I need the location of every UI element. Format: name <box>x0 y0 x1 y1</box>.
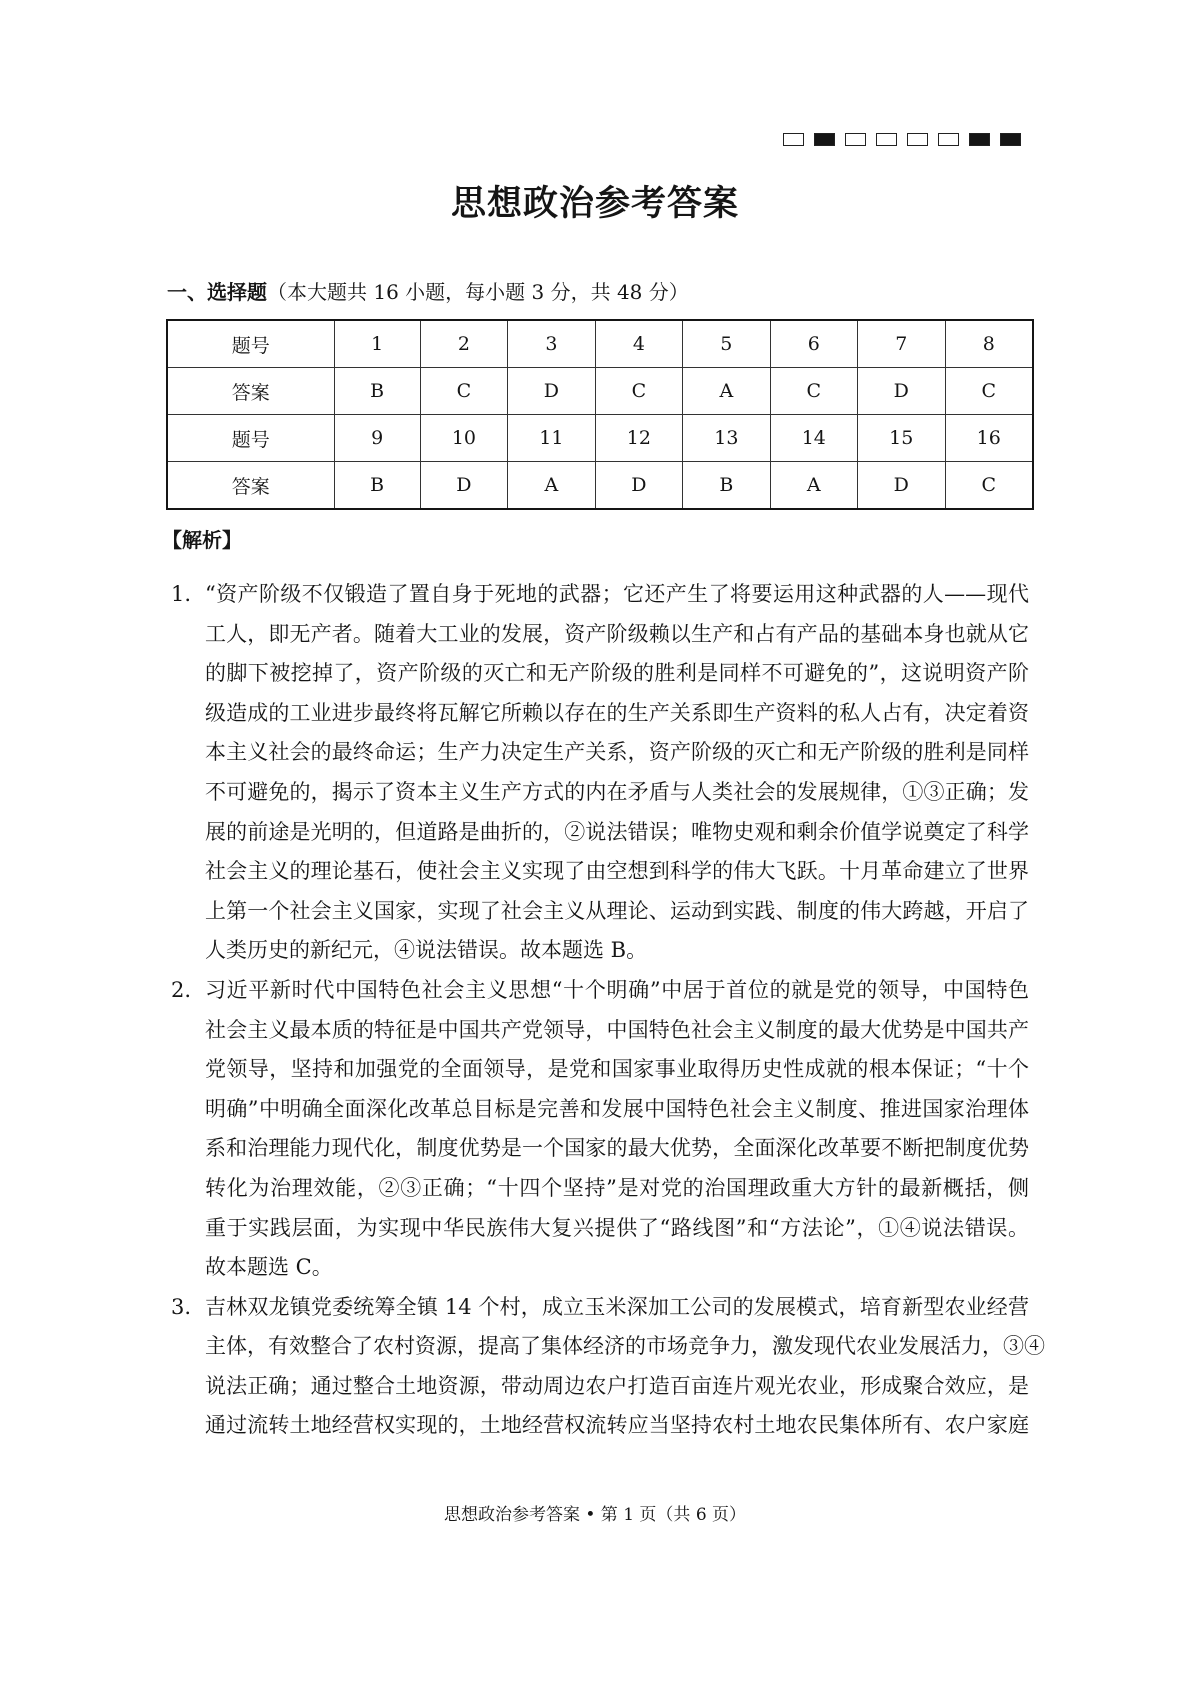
table-cell: 2 <box>420 320 507 368</box>
item-number: 1. <box>171 582 192 606</box>
table-cell: 11 <box>508 415 595 462</box>
page-footer: 思想政治参考答案 • 第 1 页（共 6 页） <box>443 1505 747 1525</box>
analysis-heading: 【解析】 <box>162 528 242 552</box>
item-text-line: 说法正确；通过整合土地资源，带动周边农户打造百亩连片观光农业，形成聚合效应，是 <box>205 1373 1029 1398</box>
table-cell: 3 <box>508 320 595 368</box>
item-text-line: 党领导，坚持和加强党的全面领导，是党和国家事业取得历史性成就的根本保证；“十个 <box>205 1057 1029 1082</box>
filled-marker-box <box>814 133 835 146</box>
item-text-line: 展的前途是光明的，但道路是曲折的，②说法错误；唯物史观和剩余价值学说奠定了科学 <box>205 819 1029 844</box>
table-cell: A <box>683 368 770 415</box>
item-text-line: 社会主义的理论基石，使社会主义实现了由空想到科学的伟大飞跃。十月革命建立了世界 <box>205 859 1029 884</box>
table-cell: 15 <box>858 415 945 462</box>
empty-marker-box <box>845 133 866 146</box>
table-cell: 14 <box>770 415 857 462</box>
analysis-list <box>171 575 1045 1446</box>
table-cell: C <box>945 462 1033 510</box>
item-text-line: 习近平新时代中国特色社会主义思想“十个明确”中居于首位的就是党的领导，中国特色 <box>205 977 1029 1002</box>
table-cell: A <box>770 462 857 510</box>
table-cell: 4 <box>595 320 682 368</box>
table-cell: C <box>595 368 682 415</box>
table-cell: 8 <box>945 320 1033 368</box>
table-cell: C <box>945 368 1033 415</box>
table-cell: D <box>420 462 507 510</box>
row-header-cell: 题号 <box>167 415 334 462</box>
answer-row <box>167 368 1033 415</box>
item-number: 2. <box>171 977 192 1002</box>
item-text-line: 重于实践层面，为实现中华民族伟大复兴提供了“路线图”和“方法论”，①④说法错误。 <box>205 1215 1029 1240</box>
table-cell: D <box>858 462 945 510</box>
section-heading <box>167 276 689 305</box>
section-label: 一、选择题 <box>167 280 267 304</box>
analysis-item <box>171 971 1029 1288</box>
table-cell: 16 <box>945 415 1033 462</box>
table-cell: C <box>770 368 857 415</box>
item-number: 3. <box>171 1294 192 1319</box>
question-number-row <box>167 320 1033 368</box>
table-cell: 12 <box>595 415 682 462</box>
table-cell: 1 <box>334 320 420 368</box>
table-cell: B <box>334 462 420 510</box>
item-text-line: 吉林双龙镇党委统筹全镇 14 个村，成立玉米深加工公司的发展模式，培育新型农业经营 <box>205 1294 1029 1319</box>
analysis-item <box>171 1288 1045 1446</box>
item-text-line: 社会主义最本质的特征是中国共产党领导，中国特色社会主义制度的最大优势是中国共产 <box>205 1017 1029 1042</box>
row-header-cell: 题号 <box>167 320 334 368</box>
item-text-line: 上第一个社会主义国家，实现了社会主义从理论、运动到实践、制度的伟大跨越，开启了 <box>205 898 1029 923</box>
row-header-cell: 答案 <box>167 462 334 510</box>
table-cell: 9 <box>334 415 420 462</box>
section-note: （本大题共 16 小题，每小题 3 分，共 48 分） <box>267 280 689 304</box>
table-cell: 6 <box>770 320 857 368</box>
item-text-line: 系和治理能力现代化，制度优势是一个国家的最大优势，全面深化改革要不断把制度优势 <box>205 1136 1029 1161</box>
item-text-line: 转化为治理效能，②③正确；“十四个坚持”是对党的治国理政重大方针的最新概括，侧 <box>205 1175 1029 1200</box>
empty-marker-box <box>783 133 804 146</box>
question-number-row <box>167 415 1033 462</box>
item-text-line: 故本题选 C。 <box>205 1255 333 1280</box>
table-cell: B <box>334 368 420 415</box>
item-text-line: 不可避免的，揭示了资本主义生产方式的内在矛盾与人类社会的发展规律，①③正确；发 <box>205 779 1029 804</box>
table-cell: 10 <box>420 415 507 462</box>
item-text-line: “资产阶级不仅锻造了置自身于死地的武器；它还产生了将要运用这种武器的人——现代 <box>205 582 1029 606</box>
empty-marker-box <box>876 133 897 146</box>
empty-marker-box <box>907 133 928 146</box>
table-cell: A <box>508 462 595 510</box>
table-cell: D <box>508 368 595 415</box>
header-markers <box>783 133 1021 146</box>
filled-marker-box <box>1000 133 1021 146</box>
table-cell: 5 <box>683 320 770 368</box>
answer-table <box>166 319 1034 510</box>
table-cell: B <box>683 462 770 510</box>
analysis-item <box>171 575 1029 971</box>
table-cell: 7 <box>858 320 945 368</box>
item-text-line: 级造成的工业进步最终将瓦解它所赖以存在的生产关系即生产资料的私人占有，决定着资 <box>205 700 1029 725</box>
table-cell: D <box>858 368 945 415</box>
page-title: 思想政治参考答案 <box>450 183 739 224</box>
item-text-line: 本主义社会的最终命运；生产力决定生产关系，资产阶级的灭亡和无产阶级的胜利是同样 <box>205 740 1029 765</box>
item-text-line: 的脚下被挖掉了，资产阶级的灭亡和无产阶级的胜利是同样不可避免的”，这说明资产阶 <box>205 661 1029 686</box>
item-text-line: 工人，即无产者。随着大工业的发展，资产阶级赖以生产和占有产品的基础本身也就从它 <box>205 621 1029 646</box>
answer-row <box>167 462 1033 510</box>
table-cell: C <box>420 368 507 415</box>
row-header-cell: 答案 <box>167 368 334 415</box>
item-text-line: 人类历史的新纪元，④说法错误。故本题选 B。 <box>205 938 648 963</box>
table-cell: D <box>595 462 682 510</box>
empty-marker-box <box>938 133 959 146</box>
item-text-line: 明确”中明确全面深化改革总目标是完善和发展中国特色社会主义制度、推进国家治理体 <box>205 1096 1029 1121</box>
filled-marker-box <box>969 133 990 146</box>
table-cell: 13 <box>683 415 770 462</box>
item-text-line: 主体，有效整合了农村资源，提高了集体经济的市场竞争力，激发现代农业发展活力，③④ <box>205 1334 1045 1359</box>
item-text-line: 通过流转土地经营权实现的，土地经营权流转应当坚持农村土地农民集体所有、农户家庭 <box>205 1413 1029 1438</box>
